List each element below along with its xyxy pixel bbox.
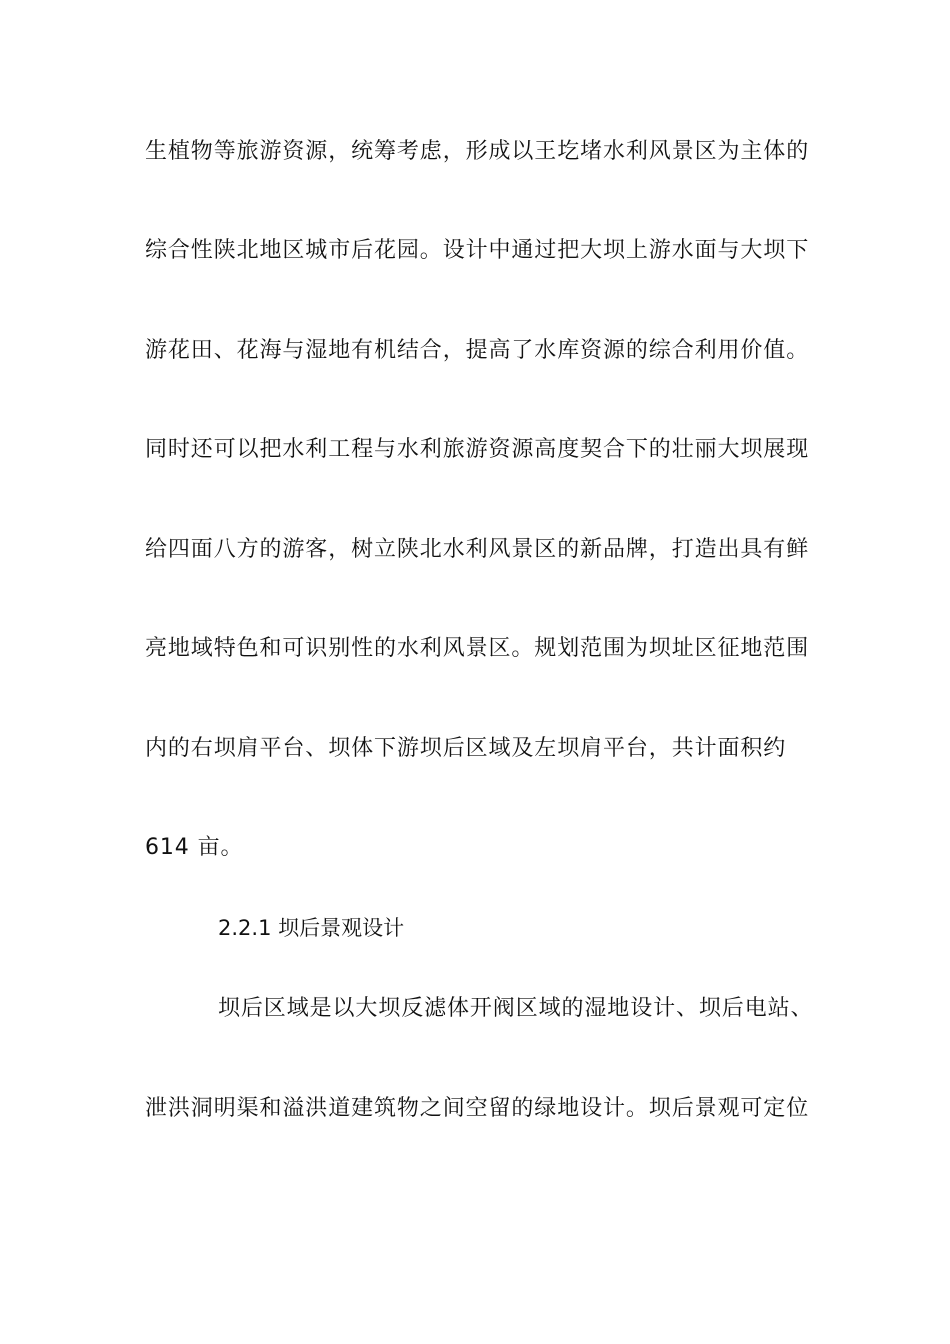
- paragraph-line: 泄洪洞明渠和溢洪道建筑物之间空留的绿地设计。坝后景观可定位: [145, 1096, 810, 1121]
- paragraph-line: 坝后区域是以大坝反滤体开阀区域的湿地设计、坝后电站、: [218, 996, 814, 1021]
- paragraph-line: 同时还可以把水利工程与水利旅游资源高度契合下的壮丽大坝展现: [145, 437, 810, 462]
- paragraph-line: 游花田、花海与湿地有机结合，提高了水库资源的综合利用价值。: [145, 338, 810, 363]
- paragraph-line: 亮地域特色和可识别性的水利风景区。规划范围为坝址区征地范围: [145, 636, 810, 661]
- section-heading: 2.2.1 坝后景观设计: [218, 916, 405, 940]
- paragraph-line: 内的右坝肩平台、坝体下游坝后区域及左坝肩平台，共计面积约: [145, 736, 787, 761]
- paragraph-line: 给四面八方的游客，树立陕北水利风景区的新品牌，打造出具有鲜: [145, 537, 810, 562]
- paragraph-line: 综合性陕北地区城市后花园。设计中通过把大坝上游水面与大坝下: [145, 238, 810, 263]
- paragraph-line: 生植物等旅游资源，统筹考虑，形成以王圪堵水利风景区为主体的: [145, 139, 810, 164]
- paragraph-line: 614 亩。: [145, 835, 244, 860]
